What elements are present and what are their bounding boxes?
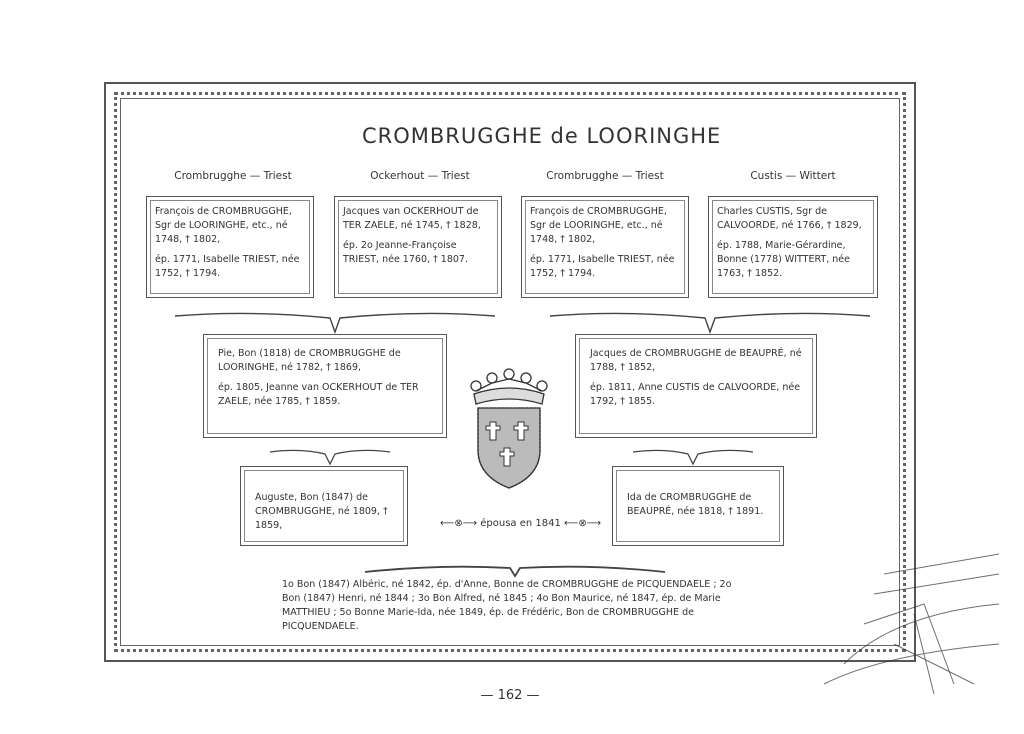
- paper-scuff-decoration: [804, 544, 1004, 704]
- column-head-2: Ockerhout — Triest: [370, 170, 470, 182]
- box-1-line-2: ép. 1771, Isabelle TRIEST, née 1752, † 1794.: [155, 254, 300, 279]
- marriage-connector: [440, 518, 602, 529]
- box-3-line-2: ép. 1771, Isabelle TRIEST, née 1752, † 1794.: [530, 254, 675, 279]
- epousa-label: épousa en 1841: [480, 518, 561, 529]
- middle-left-line-2: ép. 1805, Jeanne van OCKERHOUT de TER ZAELE, née 1785, † 1859.: [218, 382, 419, 407]
- bottom-left-line-1: Auguste, Bon (1847) de CROMBRUGGHE, né 1809, † 1859,: [255, 492, 388, 531]
- box-1-line-1: François de CROMBRUGGHE, Sgr de LOORINGHE, etc., né 1748, † 1802,: [155, 206, 292, 245]
- family-box-middle-left: [203, 334, 447, 438]
- bottom-right-line-1: Ida de CROMBRUGGHE de BEAUPRÉ, née 1818, † 1891.: [627, 492, 764, 517]
- column-head-3: Crombrugghe — Triest: [546, 170, 664, 182]
- family-box-2: [334, 196, 502, 298]
- children-list: 1o Bon (1847) Albéric, né 1842, ép. d'Anne, Bonne de CROMBRUGGHE de PICQUENDAELE ; 2o Bon (1847) Henri, né 1844 ; 3o Bon Alfred, né 1845 ; 4o Bon Maurice, né 1847, ép. de Marie MATTHIEU ; 5o Bonne Marie-Ida, née 1849, ép. de Frédéric, Bon de CROMBRUGGHE de PICQUENDAELE.: [282, 579, 732, 632]
- page-title: CROMBRUGGHE de LOORINGHE: [362, 124, 722, 148]
- connector-right-icon: ⟵⊗⟶: [564, 518, 602, 529]
- family-box-bottom-left: [240, 466, 408, 546]
- box-2-line-1: Jacques van OCKERHOUT de TER ZAELE, né 1745, † 1828,: [343, 206, 481, 231]
- family-box-3: [521, 196, 689, 298]
- family-box-middle-right: [575, 334, 817, 438]
- coat-of-arms-icon: [462, 364, 556, 492]
- box-2-line-2: ép. 2o Jeanne-Françoise TRIEST, née 1760, † 1807.: [343, 240, 468, 265]
- box-3-line-1: François de CROMBRUGGHE, Sgr de LOORINGHE, etc., né 1748, † 1802,: [530, 206, 667, 245]
- column-head-1: Crombrugghe — Triest: [174, 170, 292, 182]
- column-head-4: Custis — Wittert: [750, 170, 836, 182]
- family-box-1: [146, 196, 314, 298]
- box-4-line-2: ép. 1788, Marie-Gérardine, Bonne (1778) WITTERT, née 1763, † 1852.: [717, 240, 850, 279]
- brace-footer: [360, 560, 670, 580]
- family-box-bottom-right: [612, 466, 784, 546]
- middle-right-line-2: ép. 1811, Anne CUSTIS de CALVOORDE, née 1792, † 1855.: [590, 382, 801, 407]
- middle-left-line-1: Pie, Bon (1818) de CROMBRUGGHE de LOORINGHE, né 1782, † 1869,: [218, 348, 401, 373]
- connector-left-icon: ⟵⊗⟶: [440, 518, 478, 529]
- family-box-4: [708, 196, 878, 298]
- box-4-line-1: Charles CUSTIS, Sgr de CALVOORDE, né 1766, † 1829,: [717, 206, 862, 231]
- page-number: — 162 —: [480, 688, 540, 703]
- middle-right-line-1: Jacques de CROMBRUGGHE de BEAUPRÉ, né 1788, † 1852,: [590, 348, 802, 373]
